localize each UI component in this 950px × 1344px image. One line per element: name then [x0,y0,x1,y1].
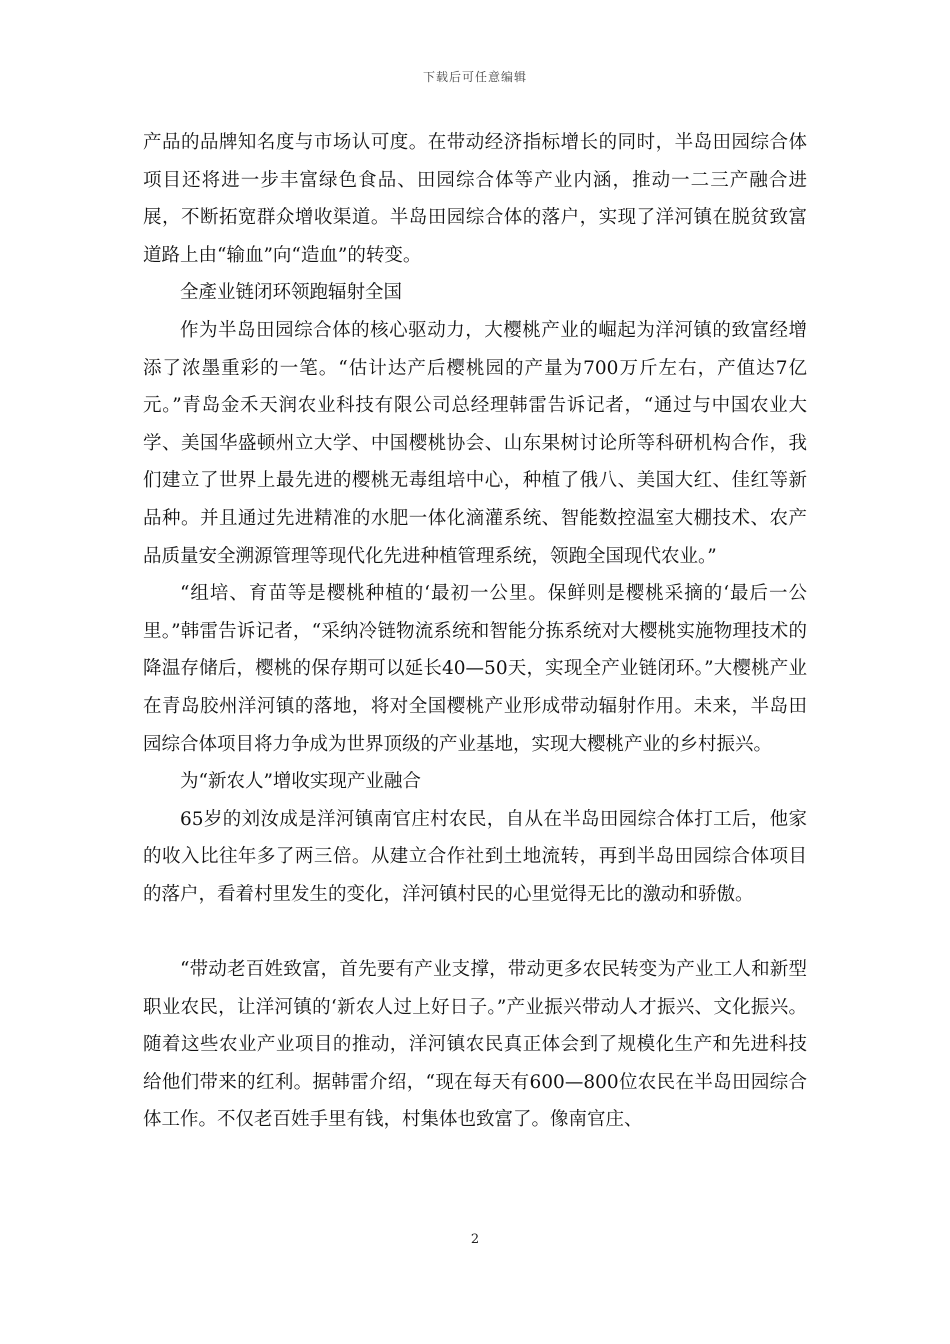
paragraph: “带动老百姓致富，首先要有产业支撑，带动更多农民转变为产业工人和新型职业农民，让洋河镇的‘新农人过上好日子。”产业振兴带动人才振兴、文化振兴。随着这些农业产业项目的推动，洋河镇农民真正体会到了规模化生产和先进科技给他们带来的红利。据韩雷介绍，“现在每天有600—800位农民在半岛田园综合体工作。不仅老百姓手里有钱，村集体也致富了。像南官庄、 [143,959,807,1131]
section-heading: 为“新农人”增收实现产业融合 [180,771,421,793]
paragraph: 作为半岛田园综合体的核心驱动力，大樱桃产业的崛起为洋河镇的致富经增添了浓墨重彩的一笔。“估计达产后樱桃园的产量为700万斤左右，产值达7亿元。”青岛金禾天润农业科技有限公司总经理韩雷告诉记者，“通过与中国农业大学、美国华盛顿州立大学、中国樱桃协会、山东果树讨论所等科研机构合作，我们建立了世界上最先进的樱桃无毒组培中心，种植了俄八、美国大红、佳红等新品种。并且通过先进精准的水肥一体化滴灌系统、智能数控温室大棚技术、农产品质量安全溯源管理等现代化先进种植管理系统，领跑全国现代农业。” [143,319,807,567]
paragraph: “组培、育苗等是樱桃种植的‘最初一公里。保鲜则是樱桃采摘的‘最后一公里。”韩雷告诉记者，“采纳冷链物流系统和智能分拣系统对大樱桃实施物理技术的降温存储后，樱桃的保存期可以延长40—50天，实现全产业链闭环。”大樱桃产业在青岛胶州洋河镇的落地，将对全国樱桃产业形成带动辐射作用。未来，半岛田园综合体项目将力争成为世界顶级的产业基地，实现大樱桃产业的乡村振兴。 [143,583,807,755]
paragraph-continuation: 产品的品牌知名度与市场认可度。在带动经济指标增长的同时，半岛田园综合体项目还将进一步丰富绿色食品、田园综合体等产业内涵，推动一二三产融合进展，不断拓宽群众增收渠道。半岛田园综合体的落户，实现了洋河镇在脱贫致富道路上由“输血”向“造血”的转变。 [143,132,807,266]
page-header: 下载后可任意编辑 [422,70,527,84]
article-body [143,124,807,1139]
section-heading: 全產业链闭环领跑辐射全国 [180,282,403,304]
page-number: 2 [470,1232,480,1247]
paragraph: 65岁的刘汝成是洋河镇南官庄村农民，自从在半岛田园综合体打工后，他家的收入比往年多了两三倍。从建立合作社到土地流转，再到半岛田园综合体项目的落户，看着村里发生的变化，洋河镇村民的心里觉得无比的激动和骄傲。 [143,808,807,905]
